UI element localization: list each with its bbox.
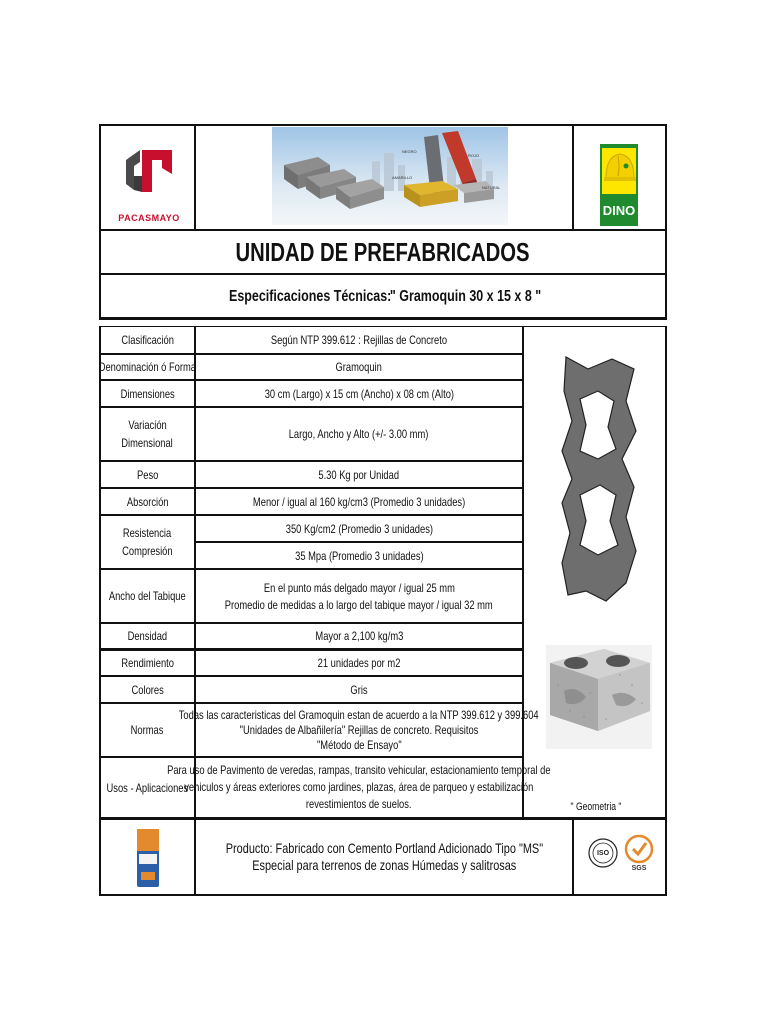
denominacion-value: Gramoquin bbox=[335, 360, 383, 374]
usos-value-2: vehiculos y áreas exteriores como jardines, plazas, área de parqueo y estabilización bbox=[184, 780, 534, 794]
spec-value-cell bbox=[195, 326, 523, 354]
header-photo-cell bbox=[195, 124, 573, 230]
header-logo-right-cell bbox=[573, 124, 667, 230]
spec-label-cell bbox=[99, 649, 195, 676]
footer-text-cell bbox=[195, 818, 573, 896]
denominacion-label: Denominación ó Forma bbox=[98, 360, 197, 374]
ancho-label: Ancho del Tabique bbox=[109, 589, 186, 603]
footer-line-2: Especial para terrenos de zonas Húmedas y salitrosas bbox=[251, 857, 517, 873]
geometry-cell bbox=[523, 326, 667, 818]
photo-label-rojo: ROJO bbox=[468, 153, 480, 158]
resistencia-value-1: 350 Kg/cm2 (Promedio 3 unidades) bbox=[285, 521, 433, 536]
spec-value-cell bbox=[195, 354, 523, 380]
usos-label: Usos - Aplicaciones bbox=[106, 780, 189, 795]
hard-hat-icon bbox=[600, 144, 638, 198]
spec-label-cell bbox=[99, 326, 195, 354]
rendimiento-value: 21 unidades por m2 bbox=[317, 656, 401, 670]
usos-value-3: revestimientos de suelos. bbox=[306, 797, 412, 811]
ancho-value-1: En el punto más delgado mayor / igual 25 mm bbox=[263, 580, 455, 595]
normas-value-2: "Unidades de Albañilería" Rejillas de concreto. Requisitos bbox=[239, 722, 479, 737]
absorcion-value: Menor / igual al 160 kg/cm3 (Promedio 3 unidades) bbox=[252, 494, 466, 509]
rendimiento-label: Rendimiento bbox=[121, 656, 174, 670]
footer-cert-cell bbox=[573, 818, 667, 896]
densidad-label: Densidad bbox=[127, 629, 168, 643]
gramoquin-outline-diagram bbox=[560, 355, 640, 603]
footer-line-1: Producto: Fabricado con Cemento Portland Adicionado Tipo "MS" bbox=[225, 840, 543, 856]
sgs-certification-icon bbox=[624, 834, 654, 872]
spec-label-cell bbox=[99, 461, 195, 488]
spec-value-cell bbox=[195, 407, 523, 461]
spec-value-cell bbox=[195, 649, 523, 676]
gramoquin-block-photo bbox=[546, 645, 652, 749]
spec-value-cell bbox=[195, 569, 523, 623]
spec-value-cell bbox=[195, 515, 523, 542]
densidad-value: Mayor a 2,100 kg/m3 bbox=[315, 629, 403, 643]
pacasmayo-logo-icon bbox=[122, 146, 176, 198]
dino-logo bbox=[600, 144, 638, 226]
subtitle-cell bbox=[99, 274, 667, 320]
subtitle-product: " Gramoquin 30 x 15 x 8 " bbox=[389, 288, 542, 305]
geometry-caption: " Geometria " bbox=[570, 801, 622, 813]
colores-value: Gris bbox=[350, 682, 368, 697]
photo-label-negro: NEGRO bbox=[402, 149, 417, 154]
dimensiones-value: 30 cm (Largo) x 15 cm (Ancho) x 08 cm (Alto) bbox=[264, 386, 454, 401]
spec-value-cell bbox=[195, 676, 523, 703]
absorcion-label: Absorción bbox=[126, 494, 169, 509]
spec-sheet bbox=[99, 124, 667, 896]
pacasmayo-brand-text: PACASMAYO bbox=[118, 213, 180, 223]
spec-label-cell bbox=[99, 488, 195, 515]
normas-value-3: "Método de Ensayo" bbox=[316, 737, 402, 752]
spec-value-cell bbox=[195, 461, 523, 488]
usos-value-1: Para uso de Pavimento de veredas, rampas, transito vehicular, estacionamiento temporal de bbox=[167, 763, 551, 777]
variacion-value: Largo, Ancho y Alto (+/- 3.00 mm) bbox=[289, 427, 429, 441]
variacion-label-line1: Variación bbox=[128, 418, 167, 432]
colores-label: Colores bbox=[131, 682, 164, 697]
normas-value-1: Todas las caracteristicas del Gramoquin estan de acuerdo a la NTP 399.612 y 399.604 bbox=[179, 707, 539, 722]
paver-colors-photo bbox=[272, 127, 508, 225]
iso-label: ISO bbox=[596, 850, 610, 857]
spec-value-cell bbox=[195, 542, 523, 569]
spec-value-cell bbox=[195, 623, 523, 649]
footer-bag-cell bbox=[99, 818, 195, 896]
header-logo-left-cell bbox=[99, 124, 195, 230]
spec-label-cell bbox=[99, 623, 195, 649]
dino-brand-text: DINO bbox=[602, 202, 636, 218]
spec-label-cell bbox=[99, 569, 195, 623]
ancho-value-2: Promedio de medidas a lo largo del tabique mayor / igual 32 mm bbox=[225, 597, 493, 612]
spec-value-cell bbox=[195, 488, 523, 515]
cement-bag-icon bbox=[136, 828, 160, 888]
page-title: UNIDAD DE PREFABRICADOS bbox=[235, 236, 531, 267]
clasificacion-label: Clasificación bbox=[121, 333, 174, 347]
peso-label: Peso bbox=[136, 467, 159, 482]
spec-value-cell bbox=[167, 757, 551, 818]
variacion-label-line2: Dimensional bbox=[121, 436, 174, 450]
resistencia-label-line2: Compresión bbox=[122, 544, 173, 558]
iso-certification-icon bbox=[588, 838, 618, 868]
title-cell bbox=[99, 230, 667, 274]
dimensiones-label: Dimensiones bbox=[120, 386, 175, 401]
normas-label: Normas bbox=[131, 723, 164, 737]
clasificacion-value: Según NTP 399.612 : Rejillas de Concreto bbox=[270, 333, 448, 347]
spec-value-cell bbox=[195, 380, 523, 407]
photo-label-amarillo: AMARILLO bbox=[392, 175, 413, 180]
peso-value: 5.30 Kg por Unidad bbox=[318, 467, 400, 482]
spec-label-cell bbox=[99, 354, 195, 380]
spec-label-cell bbox=[99, 380, 195, 407]
resistencia-label-line1: Resistencia bbox=[123, 526, 172, 540]
sgs-label: SGS bbox=[631, 865, 647, 872]
photo-label-natural: NATURAL bbox=[482, 185, 501, 190]
resistencia-value-2: 35 Mpa (Promedio 3 unidades) bbox=[294, 548, 424, 563]
subtitle-label: Especificaciones Técnicas: bbox=[229, 288, 392, 305]
spec-label-cell bbox=[99, 676, 195, 703]
spec-label-cell bbox=[99, 407, 195, 461]
spec-value-cell bbox=[179, 703, 539, 757]
spec-label-cell bbox=[99, 515, 195, 569]
